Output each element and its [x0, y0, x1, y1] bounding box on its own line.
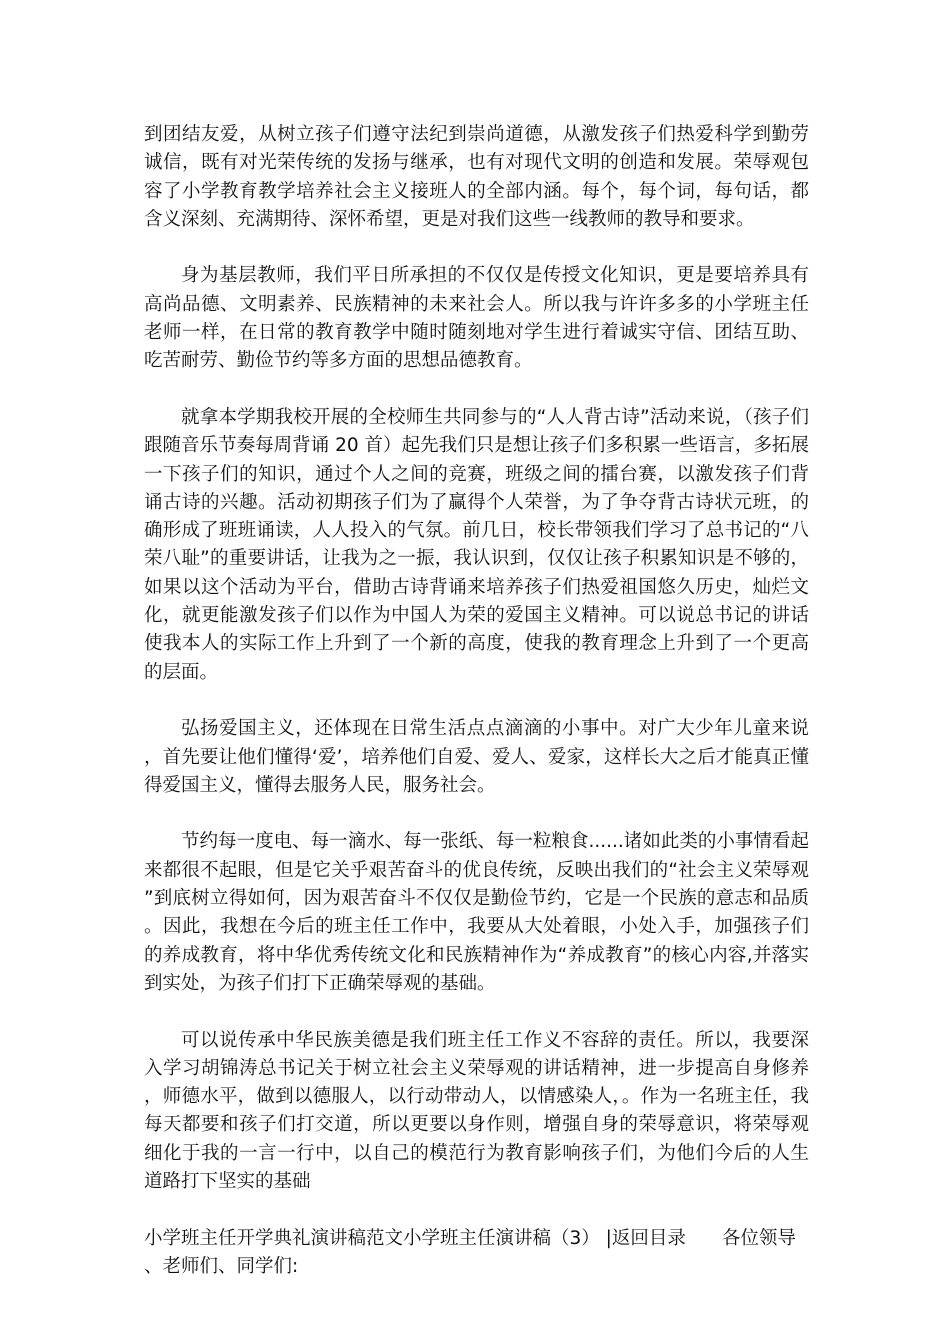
section-title: 小学班主任开学典礼演讲稿范文小学班主任演讲稿（3）	[144, 1227, 600, 1249]
paragraph-3: 就拿本学期我校开展的全校师生共同参与的“人人背古诗”活动来说，（孩子们跟随音乐节奏每周背诵 20 首）起先我们只是想让孩子们多积累一些语言，多拓展一下孩子们的知识，通过个人之间的竞赛，班级之间的擂台赛，以激发孩子们背诵古诗的兴趣。活动初期孩子们为了赢得个人荣誉，为了争夺背古诗状元班，的确形成了班班诵读，人人投入的气氛。前几日，校长带领我们学习了总书记的“八荣八耻”的重要讲话，让我为之一振，我认识到，仅仅让孩子积累知识是不够的，如果以这个活动为平台，借助古诗背诵来培养孩子们热爱祖国悠久历史，灿烂文化，就更能激发孩子们以作为中国人为荣的爱国主义精神。可以说总书记的讲话使我本人的实际工作上升到了一个新的高度，使我的教育理念上升到了一个更高的层面。	[144, 406, 809, 683]
paragraph-4: 弘扬爱国主义，还体现在日常生活点点滴滴的小事中。对广大少年儿童来说，首先要让他们懂得‘爱’，培养他们自爱、爱人、爱家，这样长大之后才能真正懂得爱国主义，懂得去服务人民，服务社会。	[144, 718, 809, 796]
document-body	[144, 121, 809, 1281]
separator: |	[605, 1227, 612, 1249]
paragraph-1: 到团结友爱，从树立孩子们遵守法纪到崇尚道德，从激发孩子们热爱科学到勤劳诚信，既有对光荣传统的发扬与继承，也有对现代文明的创造和发展。荣辱观包容了小学教育教学培养社会主义接班人的全部内涵。每个，每个词，每句话，都含义深刻、充满期待、深怀希望，更是对我们这些一线教师的教导和要求。	[144, 124, 809, 230]
section-footer	[144, 1225, 809, 1282]
greeting: 各位领导、老师们、同学们:	[144, 1227, 796, 1277]
paragraph-2: 身为基层教师，我们平日所承担的不仅仅是传授文化知识，更是要培养具有高尚品德、文明素养、民族精神的未来社会人。所以我与许许多多的小学班主任老师一样，在日常的教育教学中随时随刻地对学生进行着诚实守信、团结互助、吃苦耐劳、勤俭节约等多方面的思想品德教育。	[144, 265, 809, 372]
back-to-contents-link[interactable]: 返回目录	[611, 1227, 686, 1249]
paragraph-5: 节约每一度电、每一滴水、每一张纸、每一粒粮食......诸如此类的小事情看起来都很不起眼，但是它关乎艰苦奋斗的优良传统，反映出我们的“社会主义荣辱观”到底树立得如何，因为艰苦奋斗不仅仅是勤俭节约，它是一个民族的意志和品质。因此，我想在今后的班主任工作中，我要从大处着眼，小处入手，加强孩子们的养成教育，将中华优秀传统文化和民族精神作为“养成教育”的核心内容,并落实到实处，为孩子们打下正确荣辱观的基础。	[144, 831, 809, 994]
paragraph-6: 可以说传承中华民族美德是我们班主任工作义不容辞的责任。所以，我要深入学习胡锦涛总书记关于树立社会主义荣辱观的讲话精神，进一步提高自身修养，师德水平，做到以德服人，以行动带动人，以情感染人，。作为一名班主任，我每天都要和孩子们打交道，所以更要以身作则，增强自身的荣辱意识，将荣辱观细化于我的一言一行中，以自己的模范行为教育影响孩子们，为他们今后的人生道路打下坚实的基础	[144, 1029, 809, 1192]
